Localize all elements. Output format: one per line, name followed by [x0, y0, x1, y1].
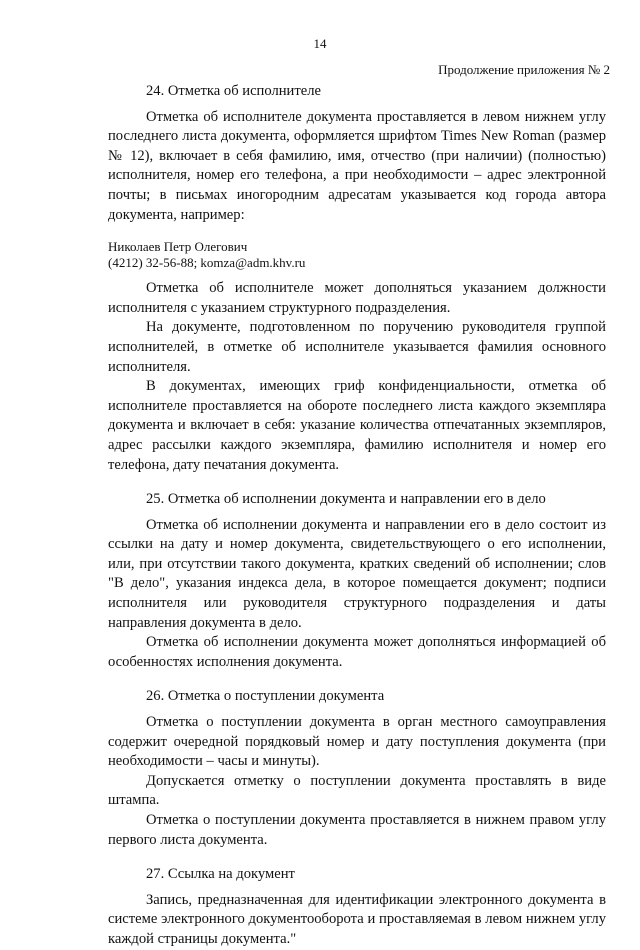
section-24-heading: 24. Отметка об исполнителе: [146, 83, 321, 99]
section-27-heading: 27. Ссылка на документ: [146, 866, 295, 883]
page-number: 14: [313, 36, 327, 51]
section-26-heading: 26. Отметка о поступлении документа: [146, 688, 385, 705]
section-26-paragraph-2: Допускается отметку о поступлении документа проставлять в виде штампа.: [108, 772, 606, 809]
example-name: Николаев Петр Олегович: [108, 239, 248, 255]
section-26-paragraph-3: Отметка о поступлении документа проставляется в нижнем правом углу первого листа документа.: [108, 812, 606, 848]
section-24-paragraph-2: Отметка об исполнителе может дополняться указанием должности исполнителя с указанием структурного подразделения.: [108, 280, 606, 316]
executor-example: [108, 239, 606, 271]
example-contact: (4212) 32-56-88; komza@adm.khv.ru: [108, 255, 306, 271]
section-divider: [108, 672, 606, 687]
section-25-paragraph-1: Отметка об исполнении документа и направлении его в дело состоит из ссылки на дату и номер документа, свидетельствующего о его исполнении, или, при отсутствии такого документа, кратких сведений об исполнении; слов "В дело", указания индекса дела, в которое помещается документ; подписи исполнителя или руководителя структурного подразделения и даты направления документа в дело.: [108, 516, 606, 631]
section-24-paragraph-4: В документах, имеющих гриф конфиденциальности, отметка об исполнителе проставляется на обороте последнего листа каждого экземпляра документа и включает в себя: указание количества отпечатанных экземпляров, адрес рассылки каждого экземпляра, фамилию исполнителя и номер его телефона, дату печатания документа.: [108, 378, 606, 473]
section-24-paragraph-3: На документе, подготовленном по поручению руководителя группой исполнителей, в отметке об исполнителе указывается фамилия основного исполнителя.: [108, 319, 606, 375]
section-26-paragraph-1: Отметка о поступлении документа в орган местного самоуправления содержит очередной порядковый номер и дату поступления документа (при необходимости – часы и минуты).: [108, 714, 606, 770]
section-25-paragraph-2: Отметка об исполнении документа может дополняться информацией об особенностях исполнения документа.: [108, 634, 606, 670]
section-25-heading: 25. Отметка об исполнении документа и направлении его в дело: [146, 491, 546, 508]
section-divider: [108, 850, 606, 865]
section-27-paragraph-1: Запись, предназначенная для идентификации электронного документа в системе электронного документооборота и проставляемая в левом нижнем углу каждой страницы документа.": [108, 891, 606, 947]
section-divider: [108, 475, 606, 490]
document-body: [108, 82, 606, 950]
section-24-paragraph-1: Отметка об исполнителе документа проставляется в левом нижнем углу последнего листа документа, оформляется шрифтом Times New Roman (размер № 12), включает в себя фамилию, имя, отчество (при наличии) (полностью) исполнителя, номер его телефона, а при необходимости – адрес электронной почты; в письмах иногородним адресатам указывается код города автора документа, например:: [108, 108, 606, 223]
appendix-note: Продолжение приложения № 2: [438, 62, 610, 77]
